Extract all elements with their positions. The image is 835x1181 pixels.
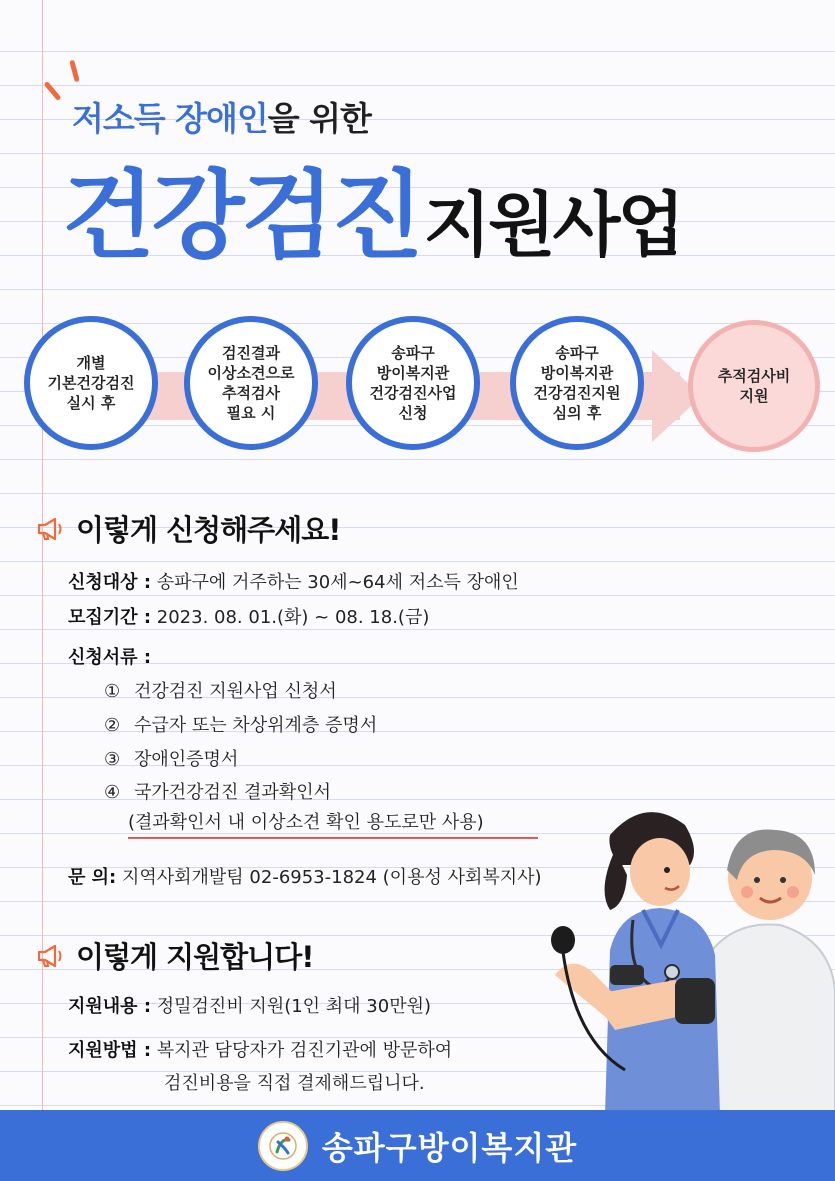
process-step-5: 추적검사비 지원 (688, 320, 820, 452)
megaphone-icon (36, 516, 66, 542)
target-row (68, 568, 519, 594)
process-step-2: 검진결과 이상소견으로 추적검사 필요 시 (184, 316, 318, 450)
document-item (104, 677, 337, 703)
support-heading (36, 935, 313, 976)
poster-title (62, 140, 682, 277)
target-label: 신청대상 : (68, 572, 152, 593)
document-text: 건강검진 지원사업 신청서 (134, 681, 337, 702)
support-content-row (68, 992, 431, 1018)
nurse-blood-pressure-illustration (515, 780, 835, 1115)
document-item (104, 745, 238, 771)
document-note: (결과확인서 내 이상소견 확인 용도로만 사용) (128, 812, 484, 833)
support-method-line2: 검진비용을 직접 결제해드립니다. (164, 1073, 425, 1094)
contact-label: 문 의: (68, 867, 117, 888)
support-method-line1: 복지관 담당자가 검진기관에 방문하여 (156, 1040, 453, 1061)
documents-row (68, 643, 151, 669)
footer-bar (0, 1110, 835, 1181)
megaphone-icon (36, 943, 66, 969)
document-item (104, 778, 331, 804)
process-step-1: 개별 기본건강검진 실시 후 (24, 316, 158, 450)
application-heading-text: 이렇게 신청해주세요! (76, 513, 341, 547)
period-row (68, 603, 429, 629)
welfare-center-logo-icon (258, 1121, 308, 1171)
documents-label: 신청서류 : (68, 647, 152, 668)
contact-value: 지역사회개발팀 02-6953-1824 (이용성 사회복지사) (121, 867, 542, 888)
document-text: 장애인증명서 (134, 749, 239, 770)
subtitle-rest: 을 위한 (267, 99, 371, 138)
process-step-3: 송파구 방이복지관 건강검진사업 신청 (346, 316, 480, 450)
support-method-row (68, 1036, 452, 1062)
document-text: 국가건강검진 결과확인서 (134, 782, 331, 803)
accent-mark-icon (44, 81, 62, 101)
support-content-value: 정밀검진비 지원(1인 최대 30만원) (156, 996, 431, 1017)
document-number: ④ (104, 782, 121, 803)
target-value: 송파구에 거주하는 30세~64세 저소득 장애인 (156, 572, 519, 593)
period-label: 모집기간 : (68, 607, 152, 628)
document-number: ① (104, 681, 121, 702)
subtitle-highlight: 저소득 장애인 (72, 99, 268, 138)
title-rest: 지원사업 (423, 184, 683, 266)
period-value: 2023. 08. 01.(화) ~ 08. 18.(금) (156, 607, 430, 628)
poster-subtitle (72, 93, 371, 140)
document-number: ③ (104, 749, 121, 770)
document-text: 수급자 또는 차상위계층 증명서 (134, 715, 378, 736)
logo-mark-icon (267, 1130, 299, 1162)
organization-name: 송파구방이복지관 (321, 1128, 578, 1167)
title-highlight: 건강검진 (62, 160, 421, 272)
support-content-label: 지원내용 : (68, 996, 152, 1017)
process-step-4: 송파구 방이복지관 건강검진지원 심의 후 (510, 316, 644, 450)
document-number: ② (104, 715, 121, 736)
support-heading-text: 이렇게 지원합니다! (76, 940, 314, 974)
note-underline (128, 837, 538, 839)
support-method-label: 지원방법 : (68, 1040, 152, 1061)
accent-mark-icon (69, 60, 80, 83)
document-item (104, 711, 377, 737)
contact-row (68, 863, 542, 889)
application-heading (36, 508, 340, 549)
